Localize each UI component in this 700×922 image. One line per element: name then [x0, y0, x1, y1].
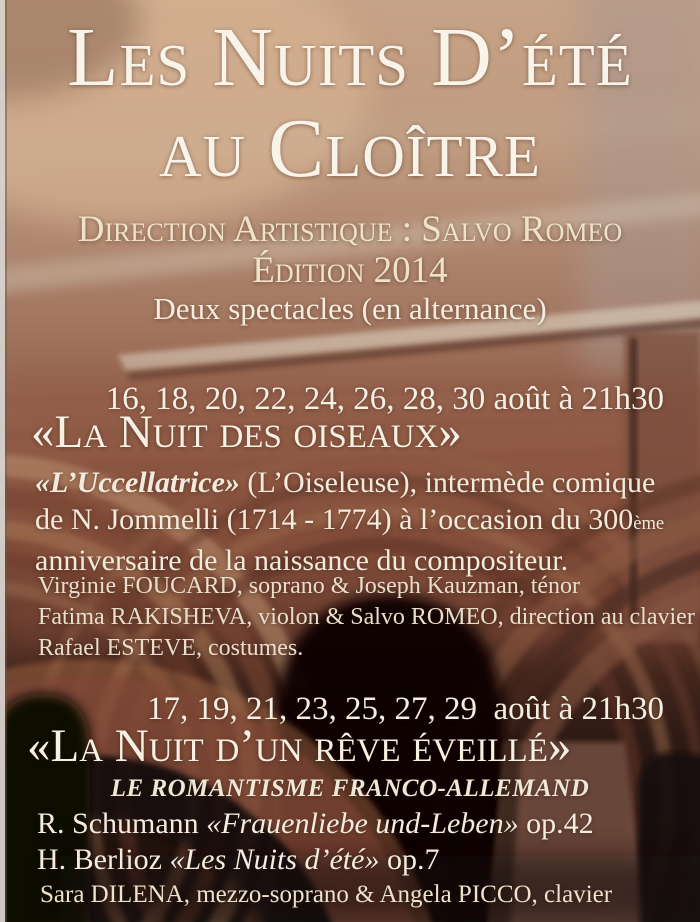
show2-title: «La Nuit d’un rêve éveillé»: [27, 720, 572, 772]
description-line1: [35, 464, 686, 501]
credit-line: Rafael ESTEVE, costumes.: [38, 635, 304, 661]
edition-year: Édition 2014: [252, 250, 448, 291]
credit-line: Fatima RAKISHEVA, violon & Salvo ROMEO, direction au clavier: [38, 604, 695, 630]
show2-credits: Sara DILENA, mezzo-soprano & Angela PICCO, clavier: [40, 881, 613, 908]
poster-subtitle: Deux spectacles (en alternance): [153, 291, 547, 326]
show1-description: [35, 464, 686, 579]
show1-credits: [38, 571, 695, 664]
poster-title-line2: au Cloître: [159, 102, 541, 195]
description-ordinal: ème: [633, 513, 665, 534]
work-title-emphasis: «L’Uccellatrice»: [35, 466, 240, 499]
description-line2-main: de N. Jommelli (1714 - 1774) à l’occasion du 300: [35, 503, 634, 536]
description-line1-rest: (L’Oiseleuse), intermède comique: [239, 466, 656, 499]
program-item: [37, 842, 594, 878]
show1-dates: 16, 18, 20, 22, 24, 26, 28, 30 août à 21h30: [105, 381, 664, 417]
show2-program: [37, 806, 594, 878]
opus-number: op.7: [386, 843, 440, 876]
show2-theme: LE ROMANTISME FRANCO-ALLEMAND: [110, 775, 590, 802]
work-title: «Frauenliebe und-Leben»: [206, 807, 519, 840]
artistic-direction: Direction Artistique : Salvo Romeo: [77, 209, 623, 250]
composer-name: H. Berlioz: [37, 843, 162, 876]
poster-title-line1: Les Nuits D’été: [67, 11, 633, 104]
artistic-direction-block: [0, 209, 700, 291]
program-item: [37, 806, 594, 842]
show1-title: «La Nuit des oiseaux»: [31, 406, 462, 458]
show2-dates: 17, 19, 21, 23, 25, 27, 29 août à 21h30: [147, 691, 664, 727]
description-line2: [35, 501, 686, 542]
credit-line: Virginie FOUCARD, soprano & Joseph Kauzman, ténor: [38, 573, 581, 599]
poster-title: [0, 12, 700, 194]
description-line3: anniversaire de la naissance du compositeur.: [35, 544, 569, 577]
opus-number: op.42: [526, 807, 594, 840]
work-title: «Les Nuits d’été»: [169, 843, 380, 876]
composer-name: R. Schumann: [37, 807, 199, 840]
